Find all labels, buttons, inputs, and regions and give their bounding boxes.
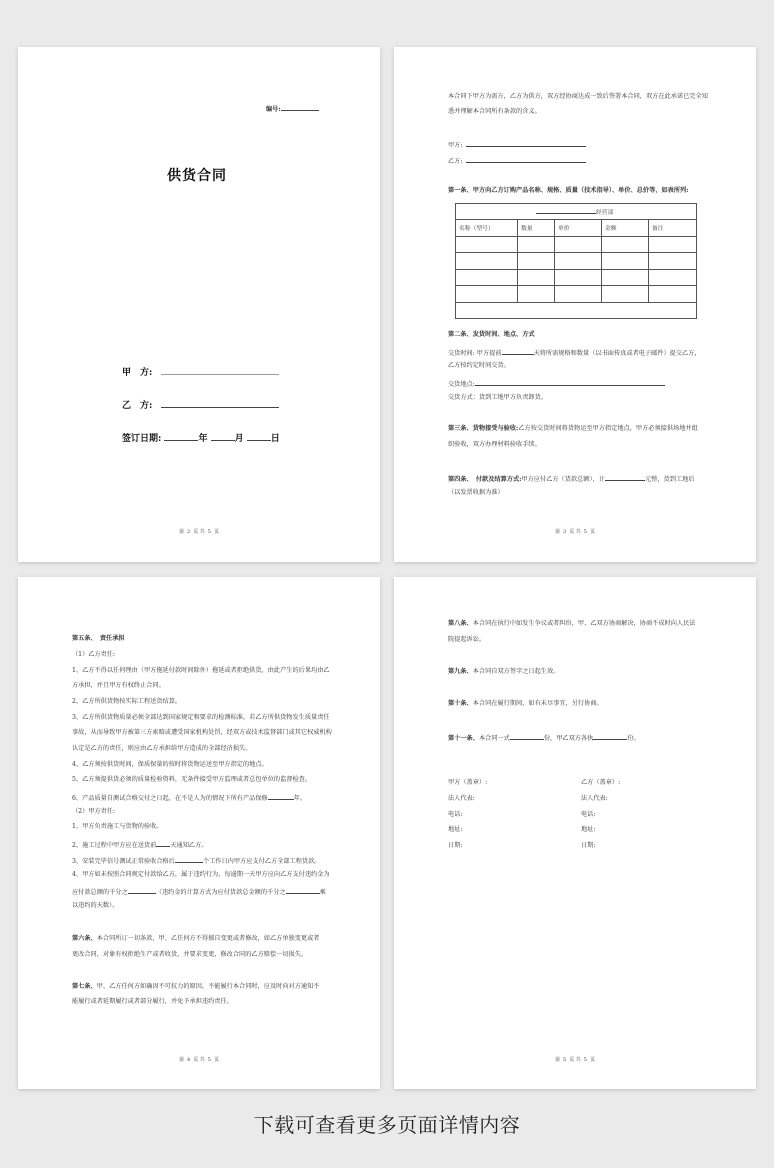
article-2-line: 交货时间: 甲方提前 天将所需规格和数量（以书面传真或者电子邮件）提交乙方， bbox=[448, 350, 701, 357]
sign-party-a-date: 日期: bbox=[448, 842, 463, 849]
article-3: 第三条、货物接受与验收:乙方按交货时间将货物运至甲方指定地点，甲方必须接供场地并组 bbox=[448, 425, 698, 432]
clause-line: 3、安装完毕信号测试正常验收合格后 个工作日内甲方应支付乙方全部工程货款。 bbox=[72, 858, 321, 865]
sign-date-line bbox=[122, 431, 280, 444]
table-header: 金额 bbox=[601, 220, 648, 236]
year-label: 年 bbox=[198, 434, 208, 444]
party-a-label: 甲 方: bbox=[122, 368, 153, 378]
table-header-row bbox=[456, 219, 696, 236]
sign-party-b-phone: 电话: bbox=[581, 811, 596, 818]
sign-party-a-address: 地址: bbox=[448, 826, 463, 833]
table-row bbox=[456, 302, 696, 319]
table-caption: 经营部 bbox=[596, 210, 614, 216]
page-footer: 第 4 页 共 5 页 bbox=[179, 1057, 219, 1063]
article-2-title: 第二条、发货时间、地点、方式 bbox=[448, 331, 535, 338]
table-row bbox=[456, 252, 696, 269]
page-footer: 第 5 页 共 5 页 bbox=[555, 1057, 595, 1063]
clause-line: 事故，从而导致甲方被第三方索赔或遭受国家机构处罚，经双方或技术监督部门或其它权威机构 bbox=[72, 729, 332, 736]
table-header: 名称（型号） bbox=[459, 226, 494, 232]
table-row bbox=[456, 269, 696, 286]
sign-party-a-phone: 电话: bbox=[448, 811, 463, 818]
clause-line: 3、乙方所供货物质量必须全部达到国家规定和要求的检测标准，若乙方所供货物发生质量责任 bbox=[72, 714, 330, 721]
article-4: 第四条、 付款及结算方式:甲方应付乙方（货款总额），计 元整，货到工地后 bbox=[448, 476, 695, 483]
clause-line: 1、甲方负责施工与货物的验收。 bbox=[72, 823, 163, 830]
article-1: 第一条、甲方向乙方订购产品名称、规格、质量（技术指导）、单价、总价等，如表所列: bbox=[448, 187, 689, 194]
clause-line: 2、乙方所供货物按实际工程送货结算。 bbox=[72, 698, 182, 705]
clause-line: 5、乙方须提供货必须的质量检验资料，无条件接受甲方监理或者总包单位的监督检查。 bbox=[72, 776, 312, 783]
party-b-line: 乙方: bbox=[448, 156, 586, 165]
article-11: 第十一条、本合同一式 份，甲乙双方各执 份。 bbox=[448, 735, 640, 742]
contract-page-cover bbox=[18, 47, 380, 562]
page-footer: 第 2 页 共 5 页 bbox=[179, 529, 219, 535]
contract-number-label: 编号: bbox=[266, 106, 281, 113]
table-caption-row bbox=[456, 204, 696, 219]
clause-line: 更改合同，对象有权拒绝生产或者收货，并要求变更，修改合同的乙方赔偿一切损失。 bbox=[72, 951, 308, 958]
article-10: 第十条、本合同在履行期间，如有未尽事宜，另行协商。 bbox=[448, 700, 603, 707]
article-9: 第九条、本合同自双方签字之日起生效。 bbox=[448, 668, 560, 675]
contract-page-5 bbox=[394, 577, 756, 1089]
clause-line: 1、乙方不得以任何理由（甲方拖延付款时间除外）拖延或者拒绝供货，由此产生的后果均由乙 bbox=[72, 667, 330, 674]
page-footer: 第 3 页 共 5 页 bbox=[555, 529, 595, 535]
article-3-line: 织验收，双方办理材料验收手续。 bbox=[448, 441, 541, 448]
clause-line: 6、产品质量自测试合格交付之日起，在不是人为的情况下所有产品保修 年。 bbox=[72, 795, 307, 802]
sign-party-b-seal: 乙方（盖章）: bbox=[581, 779, 621, 786]
clause-line: 以违约的天数）。 bbox=[72, 902, 119, 909]
sign-party-a-rep: 法人代表: bbox=[448, 795, 475, 802]
sign-party-a-seal: 甲方（盖章）: bbox=[448, 779, 488, 786]
clause-line: 2、施工过程中甲方应在送货前 天通知乙方。 bbox=[72, 842, 208, 849]
party-b-line bbox=[122, 398, 279, 411]
product-table bbox=[455, 203, 697, 319]
party-a-blank bbox=[161, 368, 279, 375]
intro-line: 本合同下甲方为需方，乙方为供方，双方经协商达成一致后签署本合同，双方在此承诺已完全知 bbox=[448, 93, 708, 100]
contract-page-2 bbox=[394, 47, 756, 562]
party-b-label: 乙 方: bbox=[122, 401, 153, 411]
party-b-blank bbox=[161, 401, 279, 408]
day-blank bbox=[247, 434, 271, 441]
clause-line: 方承担，并且甲方有权终止合同。 bbox=[72, 682, 165, 689]
month-blank bbox=[211, 434, 235, 441]
clause-line: 认定是乙方的责任，则应由乙方承担给甲方造成的全部经济损失。 bbox=[72, 745, 252, 752]
clause-line: 4、甲方如未按照合同规定付款给乙方，属于违约行为，每逾期一天甲方应向乙方支付违约金为 bbox=[72, 871, 330, 878]
article-2-line: 交货方式：货到工地甲方负责卸货。 bbox=[448, 394, 547, 401]
intro-line: 悉并理解本合同所有条款的含义。 bbox=[448, 108, 541, 115]
party-a-line: 甲方: bbox=[448, 140, 586, 149]
clause-line: 能履行或者延期履行或者部分履行，并免予承担违约责任。 bbox=[72, 998, 233, 1005]
sign-party-b-address: 地址: bbox=[581, 826, 596, 833]
sign-party-b-date: 日期: bbox=[581, 842, 596, 849]
clause-line: 院提起诉讼。 bbox=[448, 636, 486, 643]
clause-line: 应付款总额的千分之 （违约金的计算方式为应付货款总金额的千分之 乘 bbox=[72, 889, 326, 896]
table-header: 单价 bbox=[554, 220, 601, 236]
year-blank bbox=[164, 434, 198, 441]
subsection-title: （1）乙方责任: bbox=[72, 651, 116, 658]
month-label: 月 bbox=[234, 434, 244, 444]
article-2-line: 乙方按约定时间交货。 bbox=[448, 362, 510, 369]
page-title: 供货合同 bbox=[167, 168, 227, 184]
sign-party-b-rep: 法人代表: bbox=[581, 795, 608, 802]
subsection-title: （2）甲方责任: bbox=[72, 808, 116, 815]
article-2-line: 交货地点: bbox=[448, 379, 665, 388]
article-8: 第八条、本合同在执行中如发生争议或者纠纷，甲、乙双方协商解决，协商不成时向人民法 bbox=[448, 620, 696, 627]
table-row bbox=[456, 285, 696, 302]
table-header: 数量 bbox=[517, 220, 554, 236]
article-7: 第七条、甲、乙方任何方如确因不可抗力的原因，不能履行本合同时，应及时向对方通知不 bbox=[72, 983, 320, 990]
table-row bbox=[456, 236, 696, 253]
article-4-line: （以发票收据为准） bbox=[448, 489, 504, 496]
contract-number bbox=[266, 104, 319, 113]
contract-number-blank bbox=[281, 104, 319, 111]
article-5-title: 第五条、 责任承担 bbox=[72, 635, 125, 642]
clause-line: 4、乙方须按供货时间，保质保量的按时将货物运送至甲方指定的地点。 bbox=[72, 761, 268, 768]
contract-page-4 bbox=[18, 577, 380, 1089]
day-label: 日 bbox=[270, 434, 280, 444]
download-caption: 下载可查看更多页面详情内容 bbox=[253, 1113, 521, 1137]
sign-date-label: 签订日期: bbox=[122, 434, 162, 444]
party-a-line bbox=[122, 365, 279, 378]
article-6: 第六条、本合同所订一切条款，甲、乙任何方不得擅自变更或者修改，如乙方单独变更或者 bbox=[72, 935, 320, 942]
table-header: 备注 bbox=[648, 220, 696, 236]
